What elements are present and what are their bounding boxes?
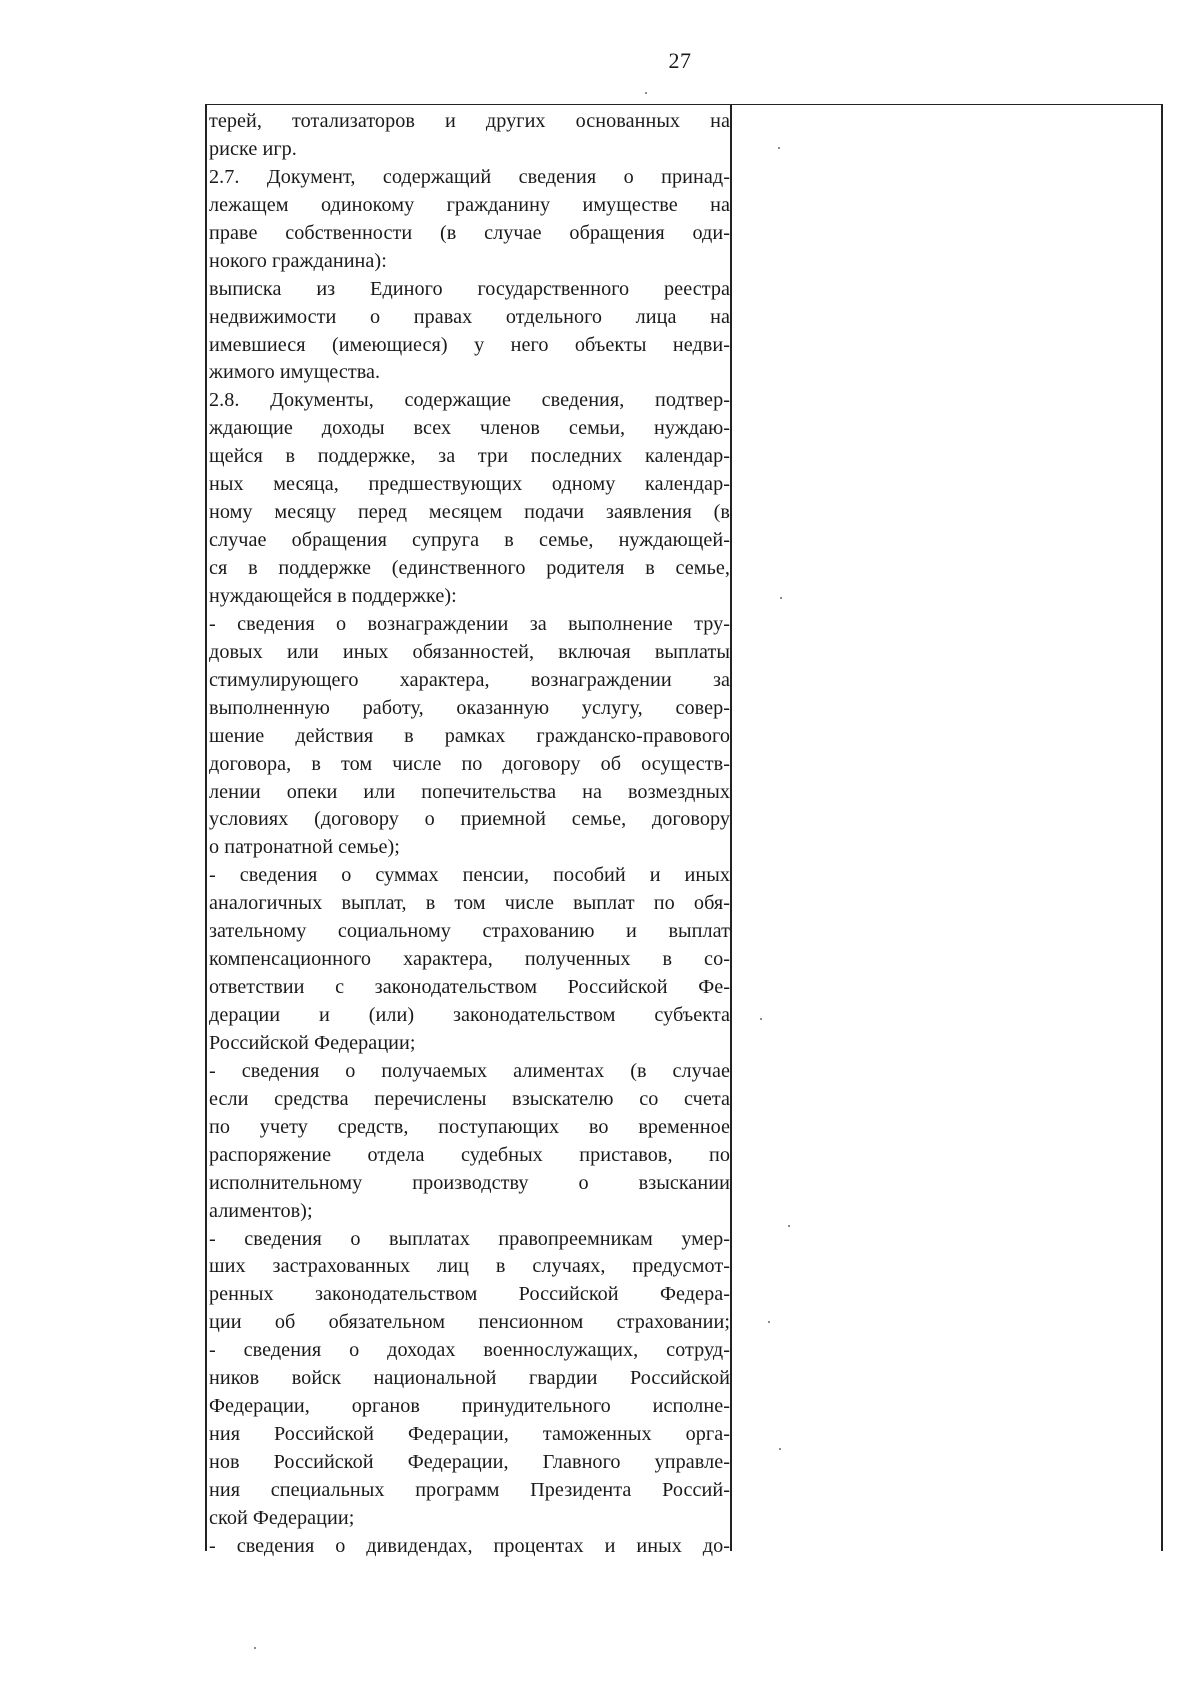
- text-line: 2.8. Документы, содержащие сведения, подтвер-: [209, 389, 730, 412]
- text-line: - сведения о суммах пенсии, пособий и иных: [209, 864, 730, 887]
- text-line: терей, тотализаторов и других основанных на: [209, 110, 730, 132]
- text-line: ответствии с законодательством Российской Фе-: [209, 976, 730, 999]
- text-line: ской Федерации;: [209, 1506, 355, 1529]
- text-line: лежащем одинокому гражданину имуществе на: [209, 193, 730, 216]
- text-line: нокого гражданина):: [209, 249, 387, 272]
- text-line: ников войск национальной гвардии Российской: [209, 1367, 730, 1390]
- text-line: - сведения о доходах военнослужащих, сотруд-: [209, 1339, 730, 1362]
- text-line: Федерации, органов принудительного исполне-: [209, 1395, 730, 1418]
- scan-speck: [780, 597, 782, 599]
- text-line: щейся в поддержке, за три последних календар-: [209, 445, 730, 468]
- scan-speck: [778, 147, 780, 149]
- text-line: риске игр.: [209, 137, 297, 160]
- text-line: ших застрахованных лиц в случаях, предусмот-: [209, 1255, 730, 1278]
- text-line: - сведения о дивидендах, процентах и иных до-: [209, 1534, 730, 1557]
- text-line: компенсационного характера, полученных в со-: [209, 948, 730, 971]
- text-line: договора, в том числе по договору об осуществ-: [209, 752, 730, 775]
- text-line: Российской Федерации;: [209, 1031, 416, 1054]
- text-line: условиях (договору о приемной семье, договору: [209, 808, 730, 831]
- text-line: ных месяца, предшествующих одному календар-: [209, 473, 730, 496]
- scan-speck: [760, 1018, 762, 1020]
- text-line: ждающие доходы всех членов семьи, нуждаю-: [209, 417, 730, 440]
- text-line: ния специальных программ Президента Россий-: [209, 1478, 730, 1501]
- text-line: зательному социальному страхованию и выплат: [209, 920, 730, 943]
- text-line: исполнительному производству о взыскании: [209, 1171, 730, 1194]
- text-line: аналогичных выплат, в том числе выплат по обя-: [209, 892, 730, 915]
- text-line: имевшиеся (имеющиеся) у него объекты недви-: [209, 333, 730, 356]
- scan-speck: [768, 1321, 770, 1323]
- text-line: - сведения о получаемых алиментах (в случае: [209, 1059, 730, 1082]
- text-line: о патронатной семье);: [209, 836, 400, 859]
- text-line: алиментов);: [209, 1199, 313, 1222]
- scan-speck: [645, 92, 647, 94]
- text-line: - сведения о вознаграждении за выполнение тру-: [209, 612, 730, 635]
- text-line: по учету средств, поступающих во временное: [209, 1115, 730, 1138]
- text-line: нуждающейся в поддержке):: [209, 584, 457, 607]
- text-line: лении опеки или попечительства на возмездных: [209, 780, 730, 803]
- scan-speck: [788, 1225, 790, 1227]
- text-line: праве собственности (в случае обращения оди-: [209, 221, 730, 244]
- table-right-column: [732, 105, 1163, 1551]
- document-table: [205, 104, 1163, 1557]
- text-line: случае обращения супруга в семье, нуждающей-: [209, 529, 730, 552]
- scan-speck: [254, 1647, 256, 1649]
- table-left-column: [205, 105, 732, 1557]
- text-line: выписка из Единого государственного реестра: [209, 277, 730, 300]
- text-line: ции об обязательном пенсионном страховании;: [209, 1311, 730, 1334]
- text-line: нов Российской Федерации, Главного управле-: [209, 1451, 730, 1473]
- text-line: жимого имущества.: [209, 361, 381, 384]
- text-line: ному месяцу перед месяцем подачи заявления (в: [209, 501, 730, 524]
- text-line: шение действия в рамках гражданско-правового: [209, 724, 730, 747]
- text-line: ренных законодательством Российской Федера-: [209, 1283, 730, 1306]
- scan-speck: [779, 1448, 781, 1450]
- text-line: распоряжение отдела судебных приставов, по: [209, 1143, 730, 1166]
- text-line: если средства перечислены взыскателю со счета: [209, 1087, 730, 1110]
- text-line: стимулирующего характера, вознаграждении за: [209, 668, 730, 691]
- text-line: ся в поддержке (единственного родителя в семье,: [209, 557, 730, 579]
- text-line: 2.7. Документ, содержащий сведения о принад-: [209, 165, 730, 188]
- text-line: выполненную работу, оказанную услугу, совер-: [209, 696, 730, 719]
- text-line: ния Российской Федерации, таможенных орга-: [209, 1423, 730, 1446]
- text-line: дерации и (или) законодательством субъекта: [209, 1004, 730, 1026]
- text-line: довых или иных обязанностей, включая выплаты: [209, 640, 730, 663]
- text-line: - сведения о выплатах правопреемникам умер-: [209, 1227, 730, 1250]
- page-number: 27: [668, 48, 692, 73]
- text-line: недвижимости о правах отдельного лица на: [209, 305, 730, 328]
